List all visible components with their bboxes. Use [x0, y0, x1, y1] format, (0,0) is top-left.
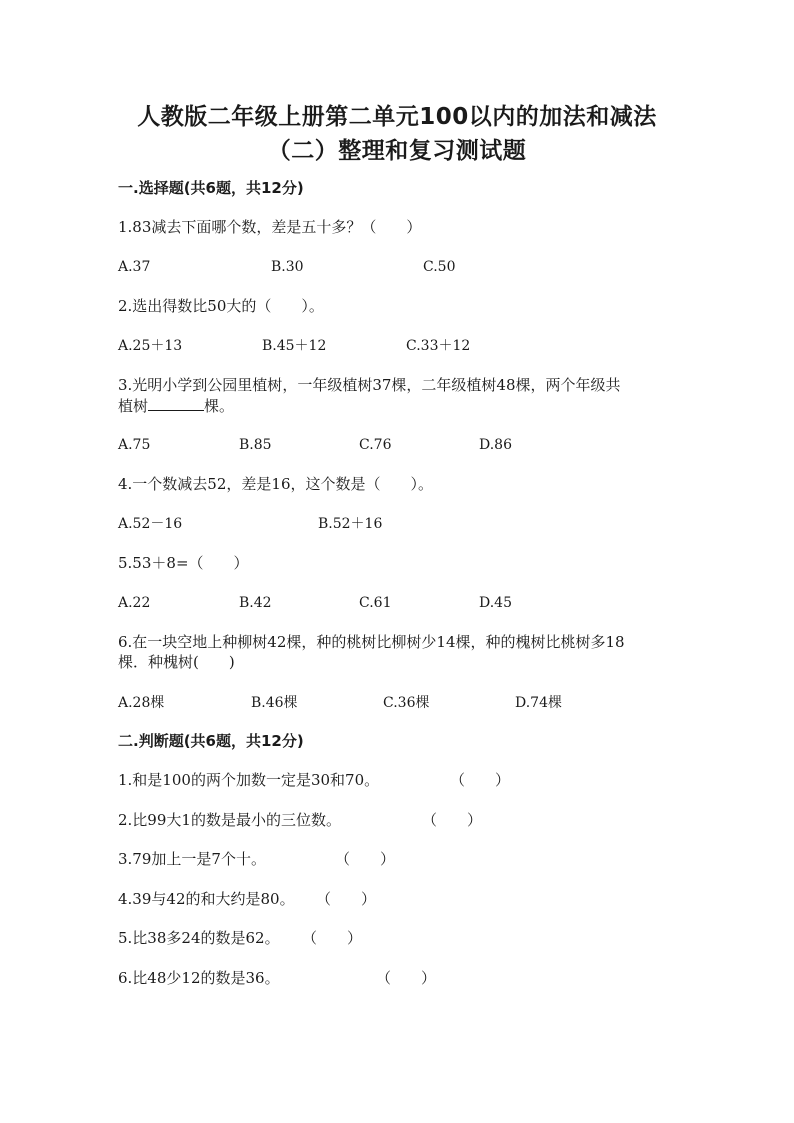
- judge-1-paren: （ ）: [450, 771, 511, 789]
- q6-option-b: B.46棵: [251, 695, 298, 711]
- q1-option-b: B.30: [271, 259, 304, 275]
- q3-option-a: A.75: [118, 437, 151, 453]
- q6-option-d: D.74棵: [515, 695, 562, 711]
- question-2-text: 2.选出得数比50大的（ ）。: [118, 297, 324, 315]
- question-1-text: 1.83减去下面哪个数，差是五十多？（ ）: [118, 218, 422, 236]
- q5-option-a: A.22: [118, 595, 151, 611]
- title-line-1: 人教版二年级上册第二单元100以内的加法和减法: [137, 104, 657, 130]
- q2-option-a: A.25＋13: [118, 338, 183, 354]
- q3-option-c: C.76: [359, 437, 392, 453]
- judge-2-text: 2.比99大1的数是最小的三位数。: [118, 811, 341, 829]
- question-3-text-line-2: [118, 396, 234, 416]
- q5-option-d: D.45: [479, 595, 512, 611]
- q3-option-d: D.86: [479, 437, 512, 453]
- judge-5-paren: （ ）: [302, 929, 363, 947]
- q6-option-c: C.36棵: [383, 695, 430, 711]
- q3-option-b: B.85: [239, 437, 272, 453]
- judge-5-text: 5.比38多24的数是62。: [118, 929, 280, 947]
- q2-option-c: C.33＋12: [406, 338, 471, 354]
- judge-3-text: 3.79加上一是7个十。: [118, 850, 266, 868]
- q3-post-blank: 棵。: [204, 397, 235, 415]
- section-1-heading: 一.选择题(共6题，共12分): [118, 179, 304, 197]
- q4-option-a: A.52－16: [118, 516, 183, 532]
- judge-1-text: 1.和是100的两个加数一定是30和70。: [118, 771, 380, 789]
- judge-4-paren: （ ）: [316, 890, 377, 908]
- q5-option-c: C.61: [359, 595, 392, 611]
- section-2-heading: 二.判断题(共6题，共12分): [118, 732, 304, 750]
- q1-option-c: C.50: [423, 259, 456, 275]
- question-6-text-line-2: 棵．种槐树( ): [118, 653, 235, 671]
- question-4-text: 4.一个数减去52，差是16，这个数是（ ）。: [118, 475, 433, 493]
- judge-4-text: 4.39与42的和大约是80。: [118, 890, 295, 908]
- judge-6-paren: （ ）: [376, 969, 437, 987]
- question-6-text-line-1: 6.在一块空地上种柳树42棵，种的桃树比柳树少14棵，种的槐树比桃树多18: [118, 633, 625, 651]
- q6-option-a: A.28棵: [118, 695, 165, 711]
- title-line-2: （二）整理和复习测试题: [267, 138, 527, 164]
- q5-option-b: B.42: [239, 595, 272, 611]
- judge-6-text: 6.比48少12的数是36。: [118, 969, 280, 987]
- question-3-text-line-1: 3.光明小学到公园里植树，一年级植树37棵，二年级植树48棵，两个年级共: [118, 376, 621, 394]
- q1-option-a: A.37: [118, 259, 151, 275]
- q2-option-b: B.45＋12: [262, 338, 327, 354]
- judge-3-paren: （ ）: [335, 850, 396, 868]
- question-5-text: 5.53＋8=（ ）: [118, 554, 249, 572]
- q3-pre-blank: 植树: [118, 397, 149, 415]
- q4-option-b: B.52＋16: [318, 516, 383, 532]
- judge-2-paren: （ ）: [422, 811, 483, 829]
- q3-answer-blank: [148, 396, 204, 411]
